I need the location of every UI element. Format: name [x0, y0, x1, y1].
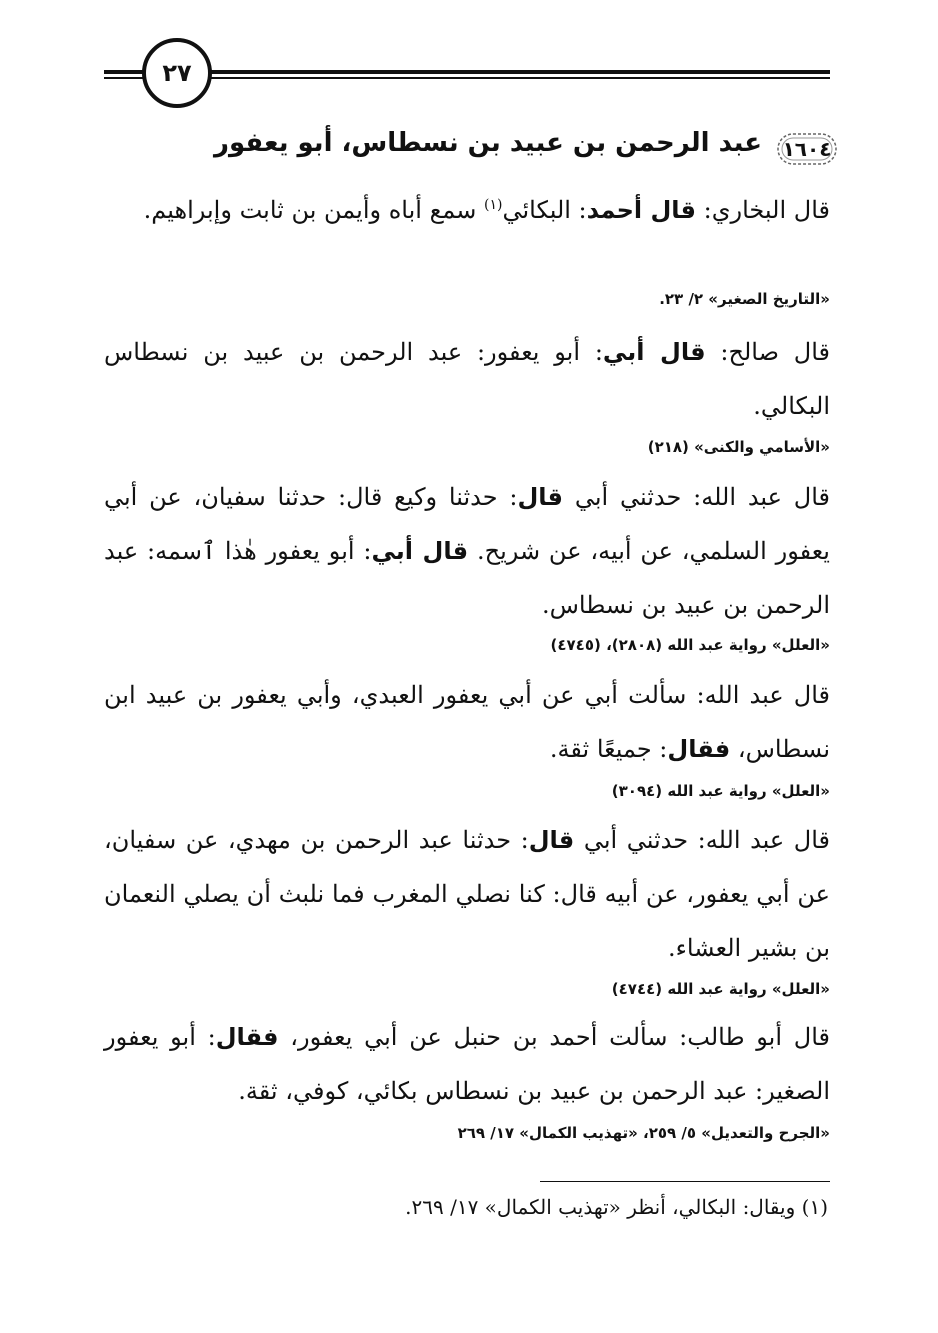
narration-paragraph: قال عبد الله: حدثني أبي قال: حدثنا وكيع قال: حدثنا سفيان، عن أبي يعفور السلمي، عن أبيه، عن شريح. قال أبي: أبو يعفور هٰذا ٱسمه: عبد الرحمن بن عبيد بن نسطاس. [104, 483, 830, 619]
bold-phrase: قال أبي [371, 537, 469, 565]
entry-number-badge [776, 130, 838, 168]
entry-number: ١٦٠٤ [782, 137, 832, 161]
bold-phrase: قال أبي [602, 338, 706, 366]
header-rule-thin [104, 77, 830, 79]
bold-phrase: فقال [667, 735, 731, 763]
source-citation: «الجرح والتعديل» ٥/ ٢٥٩، «تهذيب الكمال» ١٧/ ٢٦٩ [457, 1124, 830, 1142]
narration-paragraph: قال البخاري: قال أحمد: البكائي$^{(١)}$ سمع أباه وأيمن بن ثابت وإبراهيم. [143, 196, 830, 224]
source-citation: «التاريخ الصغير» ٢/ ٢٣. [659, 290, 830, 308]
narration-paragraph: قال عبد الله: حدثني أبي قال: حدثنا عبد الرحمن بن مهدي، عن سفيان، عن أبي يعفور، عن أبيه قال: كنا نصلي المغرب فما نلبث أن يصلي النعمان بن بشير العشاء. [104, 826, 830, 962]
source-citation: «العلل» رواية عبد الله (٢٨٠٨)، (٤٧٤٥) [550, 636, 830, 654]
bold-phrase: قال أحمد [586, 196, 697, 224]
bold-phrase: قال [517, 483, 564, 511]
bold-phrase: فقال [215, 1023, 279, 1051]
narration-paragraph: قال أبو طالب: سألت أحمد بن حنبل عن أبي يعفور، فقال: أبو يعفور الصغير: عبد الرحمن بن عبيد بن نسطاس بكائي، كوفي، ثقة. [104, 1023, 830, 1105]
footnote: (١) ويقال: البكالي، أنظر «تهذيب الكمال» ١٧/ ٢٦٩. [405, 1195, 828, 1219]
page-number: ٢٧ [142, 38, 212, 108]
footnote-marker: (١) [483, 197, 503, 213]
footnote-separator [540, 1181, 830, 1182]
source-citation: «العلل» رواية عبد الله (٤٧٤٤) [611, 980, 830, 998]
narration-paragraph: قال عبد الله: سألت أبي عن أبي يعفور العبدي، وأبي يعفور بن عبيد ابن نسطاس، فقال: جميعًا ثقة. [104, 681, 830, 763]
narration-paragraph: قال صالح: قال أبي: أبو يعفور: عبد الرحمن بن عبيد بن نسطاس البكالي. [104, 338, 830, 420]
source-citation: «العلل» رواية عبد الله (٣٠٩٤) [611, 782, 830, 800]
entry-title: عبد الرحمن بن عبيد بن نسطاس، أبو يعفور [214, 128, 762, 158]
header-rule [104, 70, 830, 74]
bold-phrase: قال [528, 826, 575, 854]
source-citation: «الأسامي والكنى» (٢١٨) [647, 438, 830, 456]
